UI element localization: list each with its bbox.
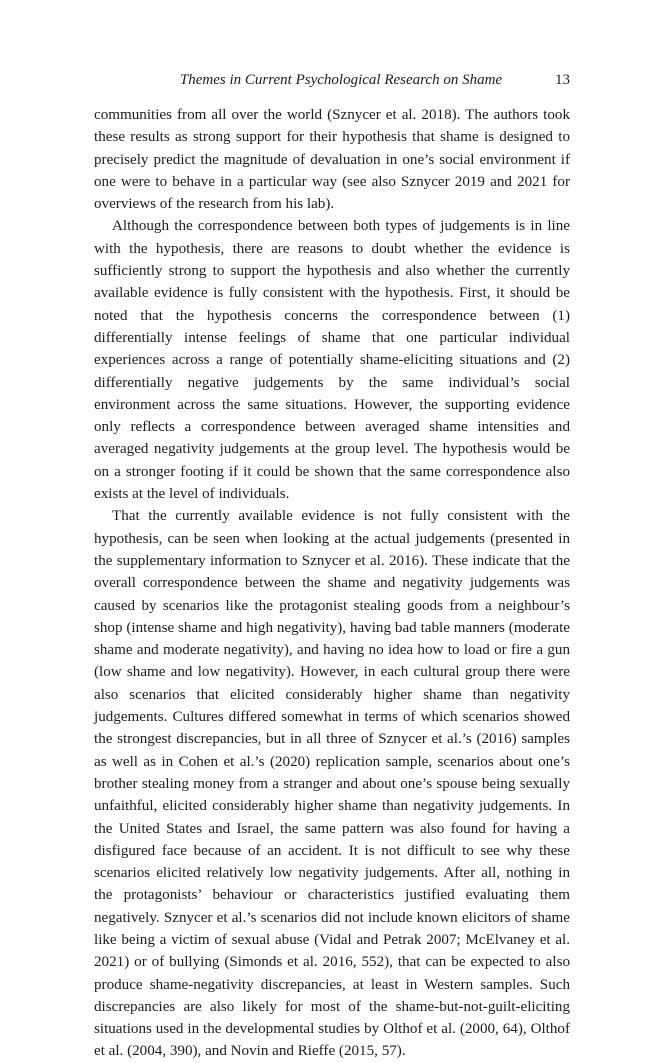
paragraph-inconsistency: That the currently available evidence is not fully consistent with the hypothesis, can be seen when looking at the actual judgements (presented in the supplementary information to Sznycer et al. 2016). These indicate that the overall correspondence between the shame and negativity judgements was caused by scenarios like the protagonist stealing goods from a neighbour’s shop (intense shame and high negativity), having bad table manners (moderate shame and moderate negativity), and having no idea how to load or fire a gun (low shame and low negativity). However, in each cultural group there were also scenarios that elicited considerably higher shame than negativity judgements. Cultures differed somewhat in terms of which scenarios showed the strongest discrepancies, but in all three of Sznycer et al.’s (2016) samples as well as in Cohen et al.’s (2020) replication sample, scenarios about one’s brother stealing money from a stranger and about one’s spouse being sexually unfaithful, elicited considerably higher shame than negativity judgements. In the United States and Israel, the same pattern was also found for having a disfigured face because of an accident. It is not difficult to see why these scenarios elicited relatively low negativity judgements. After all, nothing in the protagonists’ behaviour or characteristics justified evaluating them negatively. Sznycer et al.’s scenarios did not include known elicitors of shame like being a victim of sexual abuse (Vidal and Petrak 2007; McElvaney et al. 2021) or of bullying (Simonds et al. 2016, 552), that can be expected to also produce shame-negativity discrepancies, at least in Western samples. Such discrepancies are also likely for most of the shame-but-not-guilt-eliciting situations used in the developmental studies by Olthof et al. (2000, 64), Olthof et al. (2004, 390), and Novin and Rieffe (2015, 57). — [94, 508, 570, 1060]
paragraph-continued: communities from all over the world (Sznycer et al. 2018). The authors took these results as strong support for their hypothesis that shame is designed to precisely predict the magnitude of devaluation in one’s social environment if one were to behave in a particular way (see also Sznycer 2019 and 2021 for overviews of the research from his lab). — [94, 107, 570, 213]
running-header — [94, 70, 570, 90]
paragraph-evidence-doubt: Although the correspondence between both types of judgements is in line with the hypothesis, there are reasons to doubt whether the evidence is sufficiently strong to support the hypothesis and also whether the currently available evidence is fully consistent with the hypothesis. First, it should be noted that the hypothesis concerns the correspondence between (1) differentially intense feelings of shame that one particular individual experiences across a range of potentially shame-eliciting situations and (2) differentially negative judgements by the same individual’s social environment across the same situations. However, the supporting evidence only reflects a correspondence between averaged shame intensities and averaged negativity judgements at the group level. The hypothesis would be on a stronger footing if it could be shown that the same correspondence also exists at the level of individuals. — [94, 218, 570, 503]
running-title: Themes in Current Psychological Research on Shame — [179, 72, 503, 88]
page-number: 13 — [555, 72, 570, 88]
body-text — [94, 104, 570, 1063]
